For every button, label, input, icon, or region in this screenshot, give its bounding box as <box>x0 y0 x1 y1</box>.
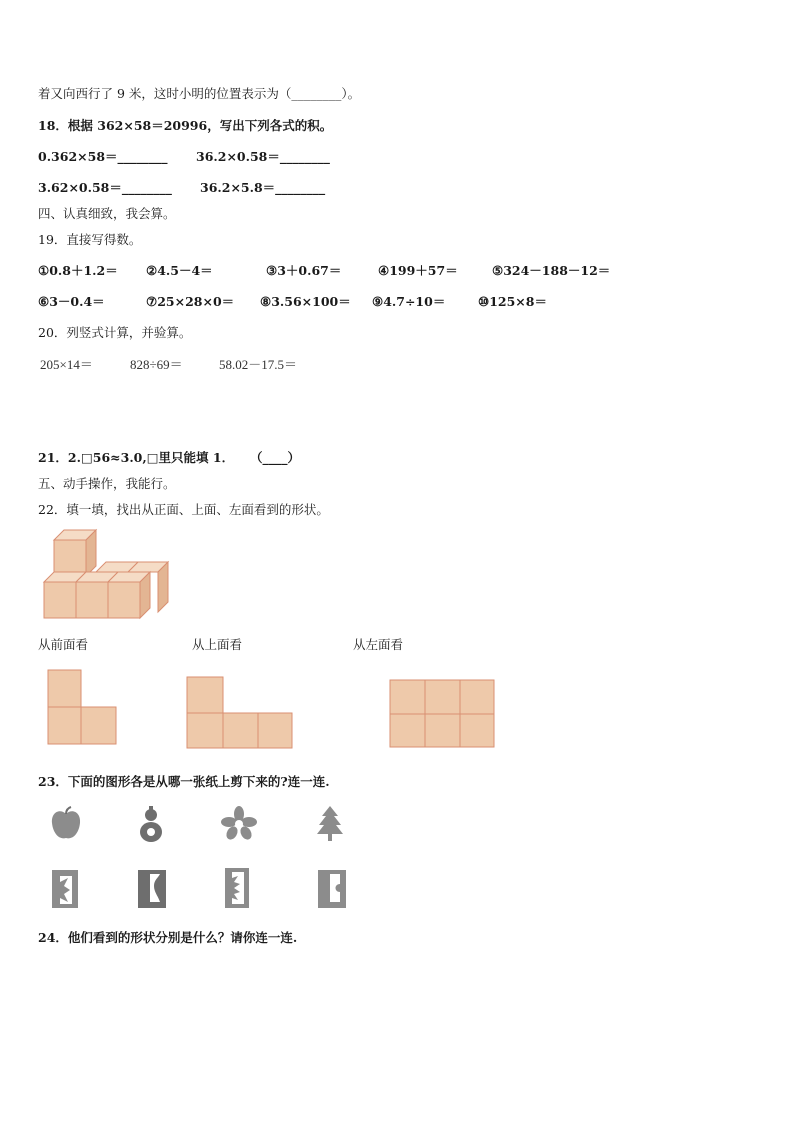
q20-item-b: 828÷69＝ <box>130 357 183 372</box>
q19-item-9: ⑨4.7÷10＝ <box>372 294 446 309</box>
label-view-top: 从上面看 <box>192 637 243 652</box>
q20-item-a: 205×14＝ <box>40 357 93 372</box>
line-continuation: 着又向西行了 9 米，这时小明的位置表示为（________）。 <box>38 86 361 101</box>
cube-stack-figure <box>40 528 175 620</box>
paper-cutout-4 <box>316 868 348 910</box>
paper-cutout-3 <box>222 866 252 910</box>
question-24: 24．他们看到的形状分别是什么？请你连一连. <box>38 930 298 945</box>
label-view-front: 从前面看 <box>38 637 89 652</box>
section-5-heading: 五、动手操作，我能行。 <box>38 476 176 491</box>
gourd-icon <box>136 806 166 844</box>
q20-item-c: 58.02－17.5＝ <box>219 357 298 372</box>
question-18: 18．根据 362×58＝20996，写出下列各式的积。 <box>38 118 333 133</box>
question-21: 21．2.□56≈3.0,□里只能填 1． <box>38 450 235 465</box>
q19-item-3: ③3＋0.67＝ <box>266 263 342 278</box>
q18-item-b: 36.2×0.58＝________ <box>196 149 330 164</box>
q18-item-c: 3.62×0.58＝________ <box>38 180 172 195</box>
question-19: 19．直接写得数。 <box>38 232 142 247</box>
q19-item-4: ④199＋57＝ <box>378 263 458 278</box>
label-view-left: 从左面看 <box>353 637 404 652</box>
q19-item-10: ⑩125×8＝ <box>478 294 547 309</box>
section-4-heading: 四、认真细致，我会算。 <box>38 206 176 221</box>
paper-cutout-2 <box>136 868 168 910</box>
q19-item-7: ⑦25×28×0＝ <box>146 294 235 309</box>
front-view-shape <box>47 669 119 747</box>
apple-icon <box>50 806 82 842</box>
question-20: 20．列竖式计算，并验算。 <box>38 325 192 340</box>
left-view-shape <box>389 679 497 749</box>
flower-icon <box>221 806 257 840</box>
paper-cutout-1 <box>50 868 80 910</box>
q18-item-a: 0.362×58＝________ <box>38 149 168 164</box>
cube-front-row <box>44 582 140 618</box>
q19-item-8: ⑧3.56×100＝ <box>260 294 351 309</box>
q19-item-5: ⑤324－188－12＝ <box>492 263 611 278</box>
q21-answer-paren: （____） <box>250 450 301 465</box>
q19-item-2: ②4.5－4＝ <box>146 263 213 278</box>
q19-item-1: ①0.8＋1.2＝ <box>38 263 118 278</box>
cube-top <box>54 530 96 576</box>
top-view-shape <box>186 676 294 750</box>
tree-icon <box>316 806 344 842</box>
q19-item-6: ⑥3－0.4＝ <box>38 294 105 309</box>
q18-item-d: 36.2×5.8＝________ <box>200 180 326 195</box>
question-22: 22．填一填，找出从正面、上面、左面看到的形状。 <box>38 502 329 517</box>
question-23: 23．下面的图形各是从哪一张纸上剪下来的?连一连. <box>38 774 330 789</box>
